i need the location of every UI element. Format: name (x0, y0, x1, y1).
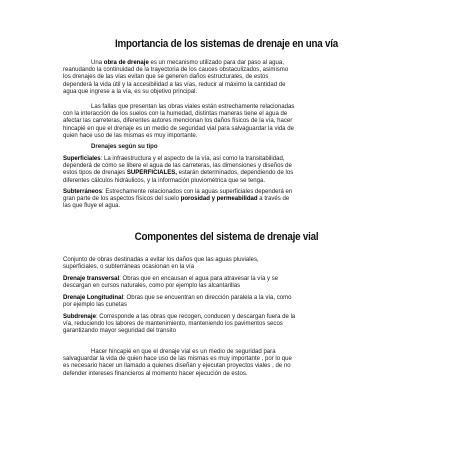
text-run: gran parte de los aspectos físicos del suelo (63, 196, 181, 203)
paragraph-subterraneos (63, 189, 393, 211)
text-line (63, 196, 289, 203)
text-line: las que fluye el agua. (63, 203, 121, 210)
text-line: es necesario hacer un llamado a quienes diseñan y ejecutan proyectos viales , de no (63, 363, 291, 370)
subheading-drenajes-tipo (63, 144, 393, 151)
bold-term: SUPERFICIALES, (126, 170, 177, 177)
text-line (63, 189, 292, 196)
paragraph-hacer-hincapie (63, 349, 393, 378)
paragraph-fallas (63, 104, 393, 140)
paragraph-drenaje-transversal (63, 276, 393, 290)
bold-term: Subdrenaje (63, 314, 96, 320)
text-line: Las fallas que presentan las obras viales están estrechamente relacionadas (91, 104, 295, 110)
text-line: vía, reduciendo los labores de mantenimiento, manteniendo los pavimentos secos (63, 321, 283, 328)
text-line: quien hace uso de las mismas es muy importante. (63, 132, 198, 139)
text-run: es un mecanismo utilizado para dar paso al agua, (148, 60, 284, 66)
text-line: Conjunto de obras destinadas a evitar los daños que las aguas pluviales, (63, 257, 259, 263)
text-line: dependerá la vida útil y la accesibilidad a las vías, reducir al máximo la cantidad de (63, 81, 286, 88)
text-run: estarán determinados, dependiendo de los (176, 170, 294, 177)
paragraph-obra-de-drenaje (63, 60, 393, 96)
section-title-importancia: Importancia de los sistemas de drenaje en una vía (114, 38, 339, 50)
text-run: : Estrechamente relacionados con la aguas superficiales dependerá en (101, 189, 293, 195)
text-line (63, 156, 285, 163)
text-line (63, 276, 278, 283)
text-line: garantizando mayor seguridad del transito (63, 328, 176, 335)
bold-term: Subterráneos (63, 189, 102, 195)
text-line: Hacer hincapié en que el drenaje vial es un medio de seguridad para (91, 349, 276, 355)
text-line: por ejemplo las cunetas (63, 302, 127, 309)
bold-term: obra de drenaje (103, 60, 149, 66)
text-line (63, 314, 295, 321)
bold-term: Drenaje transversal (63, 276, 120, 282)
text-run: a través de (257, 196, 290, 203)
text-line: descargan en cursos naturales, como por ejemplo las alcantarillas (63, 283, 241, 290)
paragraph-superficiales (63, 156, 393, 185)
section-title-componentes: Componentes del sistema de drenaje vial (134, 231, 319, 243)
text-run: : Obras que en encausan el agua para atravesar la vía y se (119, 276, 279, 282)
text-line: agua que ingrese a la vía, es su objetivo principal. (63, 88, 198, 95)
subheading-text: Drenajes según su tipo (91, 144, 158, 150)
text-run: estos tipos de drenajes (63, 170, 127, 177)
text-line: dependerá de cómo se libere el agua de las carreteras, las dimensiones y diseños de (63, 163, 292, 170)
text-line: los drenajes de las vías evitan que se generen daños estructurales, de estos (63, 74, 269, 81)
text-run: : La infraestructura y el aspecto de la vía, así como la transitabilidad, (100, 156, 285, 162)
text-line: reanudando la continuidad de la trayectoria de los cauces obstaculizados, asimismo (63, 67, 289, 74)
paragraph-drenaje-longitudinal (63, 295, 393, 309)
text-line: diferentes cálculos hidráulicos, y la información pluviométrica que se tenga. (63, 177, 266, 184)
text-line: superficiales, o subterráneas ocasionan en la vía (63, 264, 195, 271)
bold-term: Superficiales (63, 156, 101, 162)
text-run: : Obras que se encuentran en dirección paralela a la vía, como (123, 295, 292, 301)
text-line: hincapié en que el drenaje es un medio de seguridad vial para salvaguardar la vida de (63, 125, 294, 132)
bold-term: Drenaje Longitudinal (63, 295, 124, 301)
text-line (63, 60, 284, 67)
bold-term: porosidad y permeabilidad (180, 196, 258, 203)
text-run: Una (91, 60, 104, 66)
text-line: con la interacción de los suelos con la humedad, distintas maneras tiene el agua de (63, 111, 288, 118)
text-line (63, 170, 293, 177)
text-line: afectar las carreteras, diferentes autores mencionan los daños físicos de la vía, hacer (63, 118, 293, 125)
text-line (63, 295, 292, 302)
paragraph-subdrenaje (63, 314, 393, 336)
paragraph-conjunto-obras (63, 257, 393, 271)
text-line: salvaguardar la vida de quien hace uso de las mismas es muy importante , por lo que (63, 356, 292, 363)
text-run: : Corresponde a las obras que recogen, conducen y descargan fuera de la (95, 314, 296, 320)
text-line: defender intereses financieros al momento hacer ejecución de estos. (63, 370, 248, 377)
